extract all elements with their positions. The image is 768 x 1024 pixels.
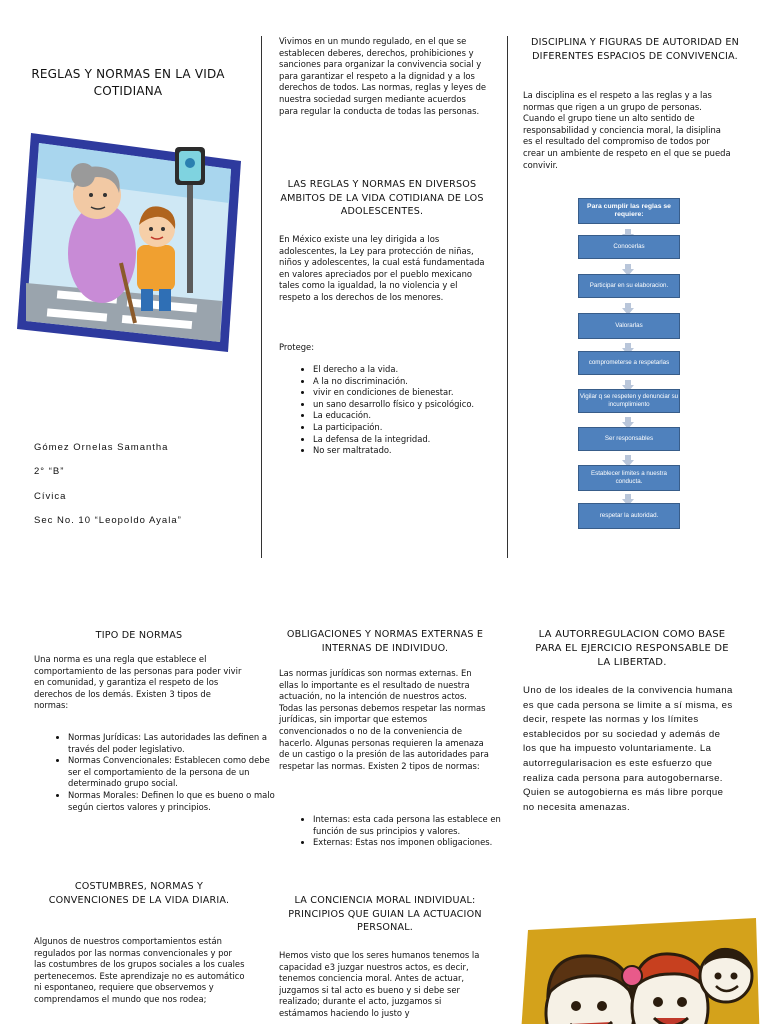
panel4-subparagraph: Algunos de nuestros comportamientos están regulados por las normas convencionales y por las costumbres de los grupos sociales a los cuales pertenecemos. Este aprendizaje no es automático ni espontaneo, requiere que observemos y comprendamos el mundo que nos rodea; xyxy=(34,936,245,1004)
panel4-paragraph: Una norma es una regla que establece el comportamiento de las personas para poder vivir en comunidad, y garantiza el respeto de los derechos de los demás. Existen 3 tipos de normas: xyxy=(34,654,242,711)
internal-external-list xyxy=(279,814,503,849)
cover-illustration xyxy=(17,133,242,353)
subject: Cívica xyxy=(34,491,67,502)
list-item: • Normas Convencionales: Establecen como debe ser el comportamiento de la persona de un determinado grupo social. xyxy=(68,755,280,790)
school: Sec No. 10 “Leopoldo Ayala” xyxy=(34,515,182,526)
list-item: • Externas: Estas nos imponen obligaciones. xyxy=(313,837,503,849)
list-item: • vivir en condiciones de bienestar. xyxy=(313,387,503,399)
flow-step: Establecer limites a nuestra conducta. xyxy=(578,465,680,491)
divider-top-left xyxy=(261,36,262,558)
protege-list xyxy=(279,364,503,457)
author-name: Gómez Ornelas Samantha xyxy=(34,442,169,453)
grandmother-child-crosswalk-image xyxy=(17,133,242,353)
panel6-title: LA AUTORREGULACION COMO BASE PARA EL EJERCICIO RESPONSABLE DE LA LIBERTAD. xyxy=(535,629,729,668)
panel3-paragraph: La disciplina es el respeto a las reglas y a las normas que rigen a un grupo de personas. Cuando el grupo tiene un alto sentido de responsabilidad y conciencia moral, la disiplina es el resultado del compromiso de todos por crear un ambiente de respeto en el que se pueda convivir. xyxy=(523,90,731,170)
children-illustration xyxy=(520,918,760,1024)
panel5-paragraph: Las normas jurídicas son normas externas. En ellas lo importante es el resultado de nuestra actuación, no la intención de nuestros actos. Todas las personas debemos respetar las normas jurídicas, sin importar que estemos convencionados o no de la conveniencia de hacerlo. Algunas personas requieren la amenaza de un castigo o la presión de las autoridades para respetar las normas. Existen 2 tipos de normas: xyxy=(279,668,489,771)
flow-step: Valorarlas xyxy=(578,313,680,339)
panel2-intro: Vivimos en un mundo regulado, en el que se establecen deberes, derechos, prohibiciones y sanciones para organizar la convivencia social y para garantizar el respeto a la dignidad y a los derechos de todos. Las normas, reglas y leyes de nuestra sociedad surgen mediante acuerdos para regular la conducta de todas las personas. xyxy=(279,36,487,116)
list-item: • Normas Morales: Definen lo que es bueno o malo según ciertos valores y principios. xyxy=(68,790,280,813)
list-item: • La participación. xyxy=(313,422,503,434)
flow-step: Participar en su elaboracion. xyxy=(578,274,680,298)
panel4-subtitle: COSTUMBRES, NORMAS Y CONVENCIONES DE LA VIDA DIARIA. xyxy=(48,881,230,906)
list-item: • un sano desarrollo físico y psicológico. xyxy=(313,399,503,411)
panel1-title: REGLAS Y NORMAS EN LA VIDA COTIDIANA xyxy=(31,67,225,98)
flow-step: respetar la autoridad. xyxy=(578,503,680,529)
panel3-title: DISCIPLINA Y FIGURAS DE AUTORIDAD EN DIFERENTES ESPACIOS DE CONVIVENCIA. xyxy=(531,37,739,62)
list-item: • Normas Jurídicas: Las autoridades las definen a través del poder legislativo. xyxy=(68,732,280,755)
flow-step: comprometerse a respetarlas xyxy=(578,351,680,375)
panel5-subparagraph: Hemos visto que los seres humanos tenemos la capacidad e3 juzgar nuestros actos, es decir, tenemos conciencia moral. Antes de actuar, juzgamos si tal acto es bueno y si debe ser realizado; durante el acto, juzgamos si estámamos haciendo lo justo y xyxy=(279,950,480,1018)
panel5-title: OBLIGACIONES Y NORMAS EXTERNAS E INTERNAS DE INDIVIDUO. xyxy=(286,629,484,654)
panel2-title: LAS REGLAS Y NORMAS EN DIVERSOS AMBITOS DE LA VIDA COTIDIANA DE LOS ADOLESCENTES. xyxy=(280,179,484,217)
children-cartoon-image xyxy=(520,918,760,1024)
flow-step: Ser responsables xyxy=(578,427,680,451)
flow-step: Vigilar q se respeten y denunciar su incumplimiento xyxy=(578,389,680,413)
divider-top-right xyxy=(507,36,508,558)
flow-header: Para cumplir las reglas se requiere: xyxy=(578,198,680,224)
group: 2° “B” xyxy=(34,466,65,477)
list-item: • El derecho a la vida. xyxy=(313,364,503,376)
list-item: • Internas: esta cada persona las establece en función de sus principios y valores. xyxy=(313,814,503,837)
list-item: • No ser maltratado. xyxy=(313,445,503,457)
panel5-subtitle: LA CONCIENCIA MORAL INDIVIDUAL: PRINCIPIOS QUE GUIAN LA ACTUACION PERSONAL. xyxy=(288,895,482,933)
list-item: • A la no discriminación. xyxy=(313,376,503,388)
flow-step: Conocerlas xyxy=(578,235,680,259)
list-item: • La educación. xyxy=(313,410,503,422)
panel6-paragraph: Uno de los ideales de la convivencia humana es que cada persona se limite a sí misma, es decir, respete las normas y los límites establecidos por su sociedad y además de los que ha impuesto voluntariamente. La autorregularisacion es este esfuerzo que realiza cada persona para autogobernarse. Quien se autogobierna es más libre porque no necesita amenazas. xyxy=(523,685,733,813)
protege-label: Protege: xyxy=(279,342,315,352)
panel2-paragraph: En México existe una ley dirigida a los adolescentes, la Ley para protección de niñas, niños y adolescentes, la cual está fundamentada en valores apreciados por el pueblo mexicano tales como la igualdad, la no violencia y el respeto a los derechos de los menores. xyxy=(279,234,485,302)
list-item: • La defensa de la integridad. xyxy=(313,434,503,446)
norm-types-list xyxy=(34,732,280,813)
panel4-title: TIPO DE NORMAS xyxy=(95,630,183,641)
